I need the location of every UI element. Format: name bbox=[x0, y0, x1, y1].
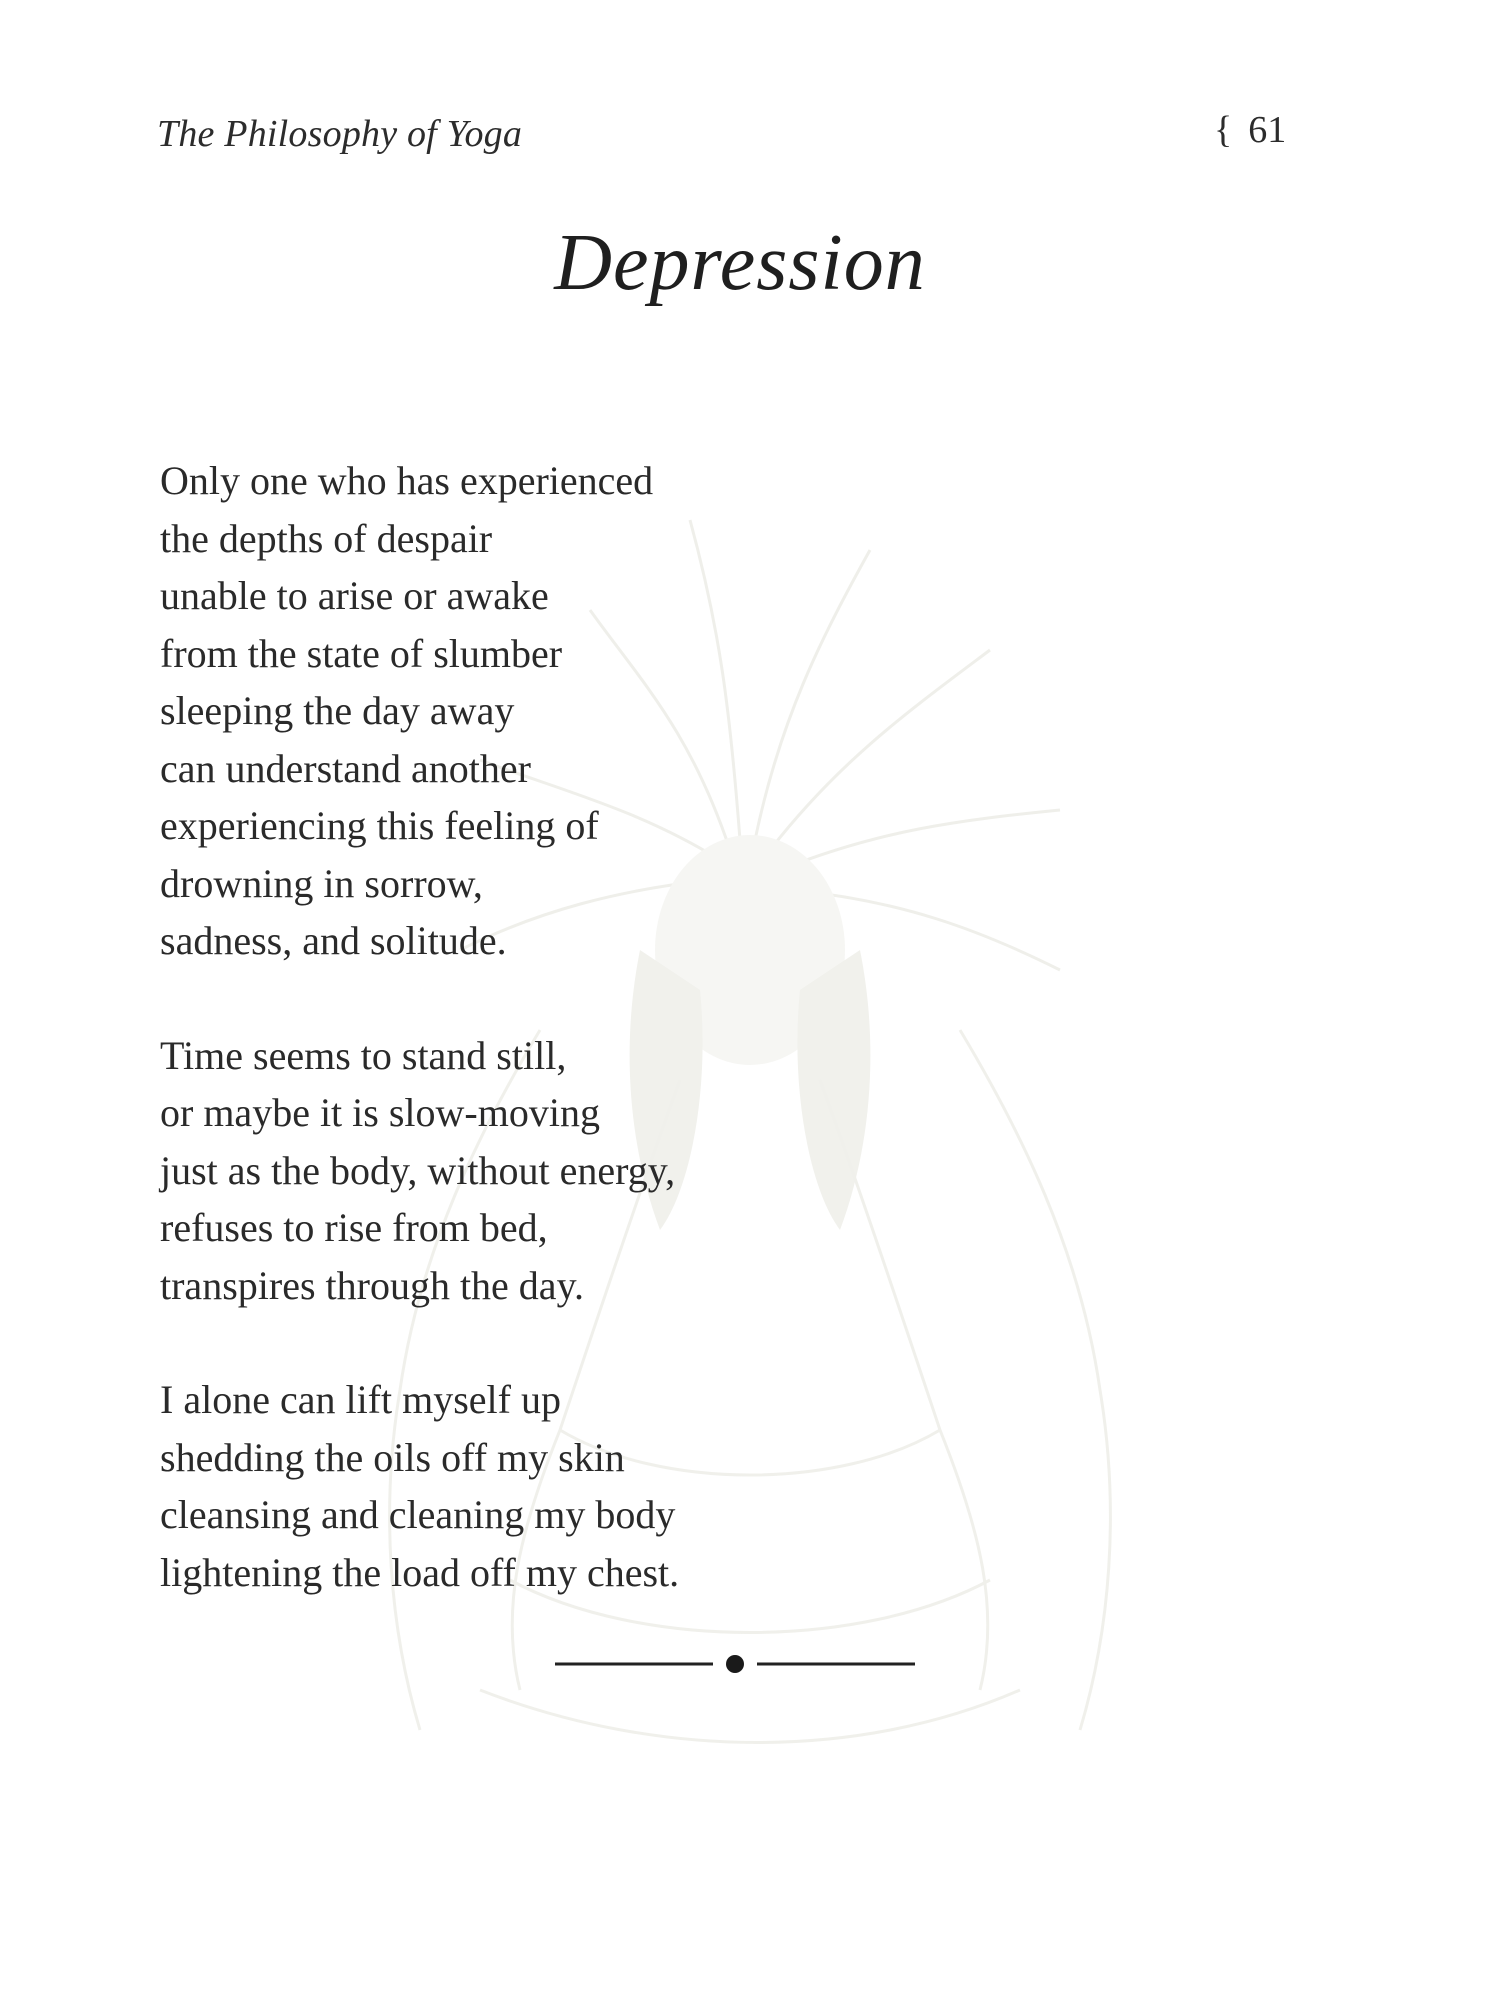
poem-line: transpires through the day. bbox=[160, 1262, 584, 1308]
poem-title: Depression bbox=[554, 219, 926, 307]
section-divider-ornament bbox=[555, 1652, 915, 1676]
poem-line: refuses to rise from bed, bbox=[160, 1205, 548, 1250]
stanza-1 bbox=[160, 452, 1060, 970]
page-number-value: 61 bbox=[1248, 109, 1287, 151]
poem-line: shedding the oils off my skin bbox=[160, 1434, 625, 1480]
poem-line: I alone can lift myself up bbox=[160, 1377, 561, 1422]
poem-line: just as the body, without energy, bbox=[160, 1147, 676, 1193]
poem-line: or maybe it is slow-moving bbox=[160, 1090, 600, 1135]
poem-line: Only one who has experienced bbox=[160, 458, 654, 503]
page-number bbox=[1214, 108, 1286, 152]
poem-line: sleeping the day away bbox=[160, 688, 515, 733]
poem-line: drowning in sorrow, bbox=[160, 860, 483, 906]
poem-line: lightening the load off my chest. bbox=[160, 1549, 680, 1595]
poem-line: unable to arise or awake bbox=[160, 573, 549, 618]
stanza-2 bbox=[160, 1027, 1060, 1315]
poem-body bbox=[160, 452, 1060, 1658]
poem-line: experiencing this feeling of bbox=[160, 803, 599, 848]
poem-line: cleansing and cleaning my body bbox=[160, 1492, 676, 1537]
page-number-brace: { bbox=[1214, 109, 1233, 151]
stanza-3 bbox=[160, 1371, 1060, 1601]
poem-line: from the state of slumber bbox=[160, 630, 563, 676]
poem-line: Time seems to stand still, bbox=[160, 1032, 567, 1078]
running-head-title: The Philosophy of Yoga bbox=[157, 113, 523, 155]
poem-line: the depths of despair bbox=[160, 515, 493, 561]
poem-line: sadness, and solitude. bbox=[160, 918, 507, 963]
poem-line: can understand another bbox=[160, 745, 531, 791]
